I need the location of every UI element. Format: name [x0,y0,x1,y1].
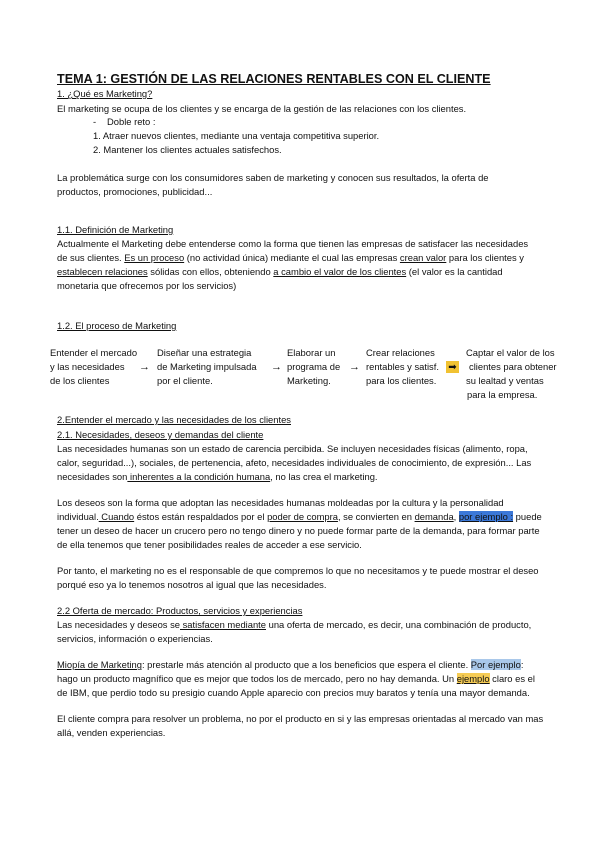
underlined-text: a cambio el valor de los clientes [273,266,407,277]
step-line: por el cliente. [157,375,213,386]
step-line: de los clientes [50,375,110,386]
paragraph-line [57,686,530,700]
paragraph-line [57,726,165,740]
step-line: Crear relaciones [366,347,435,358]
text-span: : [520,659,524,670]
paragraph-line [57,185,212,199]
step-line: programa de [287,361,341,372]
highlighted-text: ejemplo [456,673,490,684]
paragraph-line [57,632,213,646]
text-span: Las necesidades y deseos se [57,619,180,630]
step-line: Entender el mercado [50,347,138,358]
text-span: Las necesidades humanas son un estado de carencia percibida. Se incluyen necesidades físicas (alimento, ropa, [57,443,528,454]
underlined-text: Es un proceso [124,252,185,263]
paragraph-line [57,171,489,185]
step-line: su lealtad y ventas [466,375,544,386]
step-line: Captar el valor de los [466,347,555,358]
text-span: , [453,511,459,522]
underlined-text: demanda [414,511,454,522]
list-item [107,115,155,129]
text-span: una oferta de mercado, es decir, una combinación de producto, [266,619,532,630]
text-span: éstos están respaldados por el [134,511,268,522]
paragraph-line [57,279,236,293]
process-step [157,346,257,388]
step-line: Elaborar un [287,347,336,358]
arrow-right-icon: → [139,361,150,373]
underlined-text: crean valor [399,252,447,263]
text-span: de sus clientes. [57,252,125,263]
section-heading: 2.Entender el mercado y las necesidades de los clientes [57,414,291,425]
paragraph-line [57,524,540,538]
section-heading: 1.1. Definición de Marketing [57,224,174,235]
step-line: Diseñar una estrategia [157,347,252,358]
paragraph-line [57,712,543,726]
paragraph-line [57,470,378,484]
step-line: para los clientes. [366,375,437,386]
text-span: puede [513,511,542,522]
text-span: Doble reto : [107,116,156,127]
underlined-text: poder de compra [267,511,338,522]
paragraph-line [57,102,466,116]
bullet-dash [93,115,96,129]
underlined-text: Cuando [98,511,135,522]
text-span: 2. Mantener los clientes actuales satisfechos. [93,144,282,155]
underlined-text: inherentes a la condición humana [127,471,271,482]
process-step [50,346,137,388]
paragraph-line [57,538,362,552]
step-line: de Marketing impulsada [157,361,257,372]
subsection-heading: 2.1. Necesidades, deseos y demandas del cliente [57,429,264,440]
list-item [93,129,379,143]
text-span: tener un deseo de hacer un crucero pero no tengo dinero y no puede formar parte de la demanda, para formar parte [57,525,540,536]
document-title: TEMA 1: GESTIÓN DE LAS RELACIONES RENTABLES CON EL CLIENTE [57,72,491,86]
step-line: Marketing. [287,375,331,386]
paragraph-line [57,672,535,686]
text-span: productos, promociones, publicidad... [57,186,213,197]
text-span: de ella tenemos que tener posibilidades reales de acceder a ese servicio. [57,539,362,550]
process-step [366,346,439,388]
paragraph-line [57,251,524,265]
text-span: : prestarle más atención al producto que a los beneficios que espera el cliente. [141,659,471,670]
paragraph-line [57,442,528,456]
text-span: monetaria que ofrecemos por los servicios) [57,280,237,291]
text-span: Por tanto, el marketing no es el responsable de que compremos lo que no necesitamos y te puede mostrar el deseo [57,565,539,576]
list-item [93,143,282,157]
text-span: individual. [57,511,99,522]
arrow-right-icon: → [271,361,282,373]
text-span: (el valor es la cantidad [406,266,503,277]
paragraph-line [57,564,539,578]
text-span: necesidades son [57,471,128,482]
step-line: para la empresa. [467,389,538,400]
paragraph-line [57,578,326,592]
process-step [287,346,340,388]
highlighted-arrow-icon: ➡ [446,361,459,373]
step-line: y las necesidades [50,361,125,372]
text-span: de IBM, que perdio todo su presigio cuando Apple aparecio con precios muy baratos y tenía una mayor demanda. [57,687,530,698]
paragraph-line [57,496,504,510]
text-span: servicios, información o experiencias. [57,633,213,644]
paragraph-line [57,618,531,632]
text-span: allá, venden experiencias. [57,727,166,738]
text-span: Actualmente el Marketing debe entenderse como la forma que tienen las empresas de satisfacer las necesidades [57,238,529,249]
subsection-heading: 2.2 Oferta de mercado: Productos, servicios y experiencias [57,605,303,616]
text-span: La problemática surge con los consumidores saben de marketing y conocen sus resultados, la oferta de [57,172,489,183]
paragraph-line [57,265,503,279]
text-span: El marketing se ocupa de los clientes y se encarga de la gestión de las relaciones con los clientes. [57,103,467,114]
text-span: calor, seguridad...), sociales, de pertenencia, afeto, necesidades individuales de conocimiento, de expresión... Las [57,457,532,468]
text-span: Los deseos son la forma que adoptan las necesidades humanas moldeadas por la cultura y la personalidad [57,497,504,508]
text-span: - [93,116,97,127]
text-span: para los clientes y [446,252,524,263]
text-span: (no actividad única) mediante el cual las empresas [184,252,400,263]
text-span: 1. Atraer nuevos clientes, mediante una ventaja competitiva superior. [93,130,380,141]
text-span: , se convierten en [337,511,415,522]
text-span: El cliente compra para resolver un problema, no por el producto en si y las empresas orientadas al mercado van mas [57,713,544,724]
paragraph-line [57,237,528,251]
step-line: clientes para obtener [469,361,557,372]
paragraph-line [57,510,542,524]
paragraph-line [57,658,523,672]
paragraph-line [57,456,531,470]
highlighted-text: por ejemplo : [458,511,514,522]
arrow-right-icon: → [349,361,360,373]
step-line: rentables y satisf. [366,361,439,372]
section-heading: 1.2. El proceso de Marketing [57,320,177,331]
text-span: porqué eso ya lo tenemos nosotros al igual que las necesidades. [57,579,327,590]
underlined-text: Miopía de Marketing [57,659,142,670]
text-span: , no las crea el marketing. [270,471,378,482]
text-span: sólidas con ellos, obteniendo [147,266,274,277]
text-span: claro es el [489,673,535,684]
section-heading: 1. ¿Qué es Marketing? [57,88,153,99]
underlined-text: establecen relaciones [57,266,148,277]
text-span: hago un producto magnífico que es mejor que todos los de mercado, pero no hay demanda. Un [57,673,457,684]
process-step [466,346,557,402]
highlighted-text: Por ejemplo [470,659,521,670]
underlined-text: satisfacen mediante [180,619,266,630]
